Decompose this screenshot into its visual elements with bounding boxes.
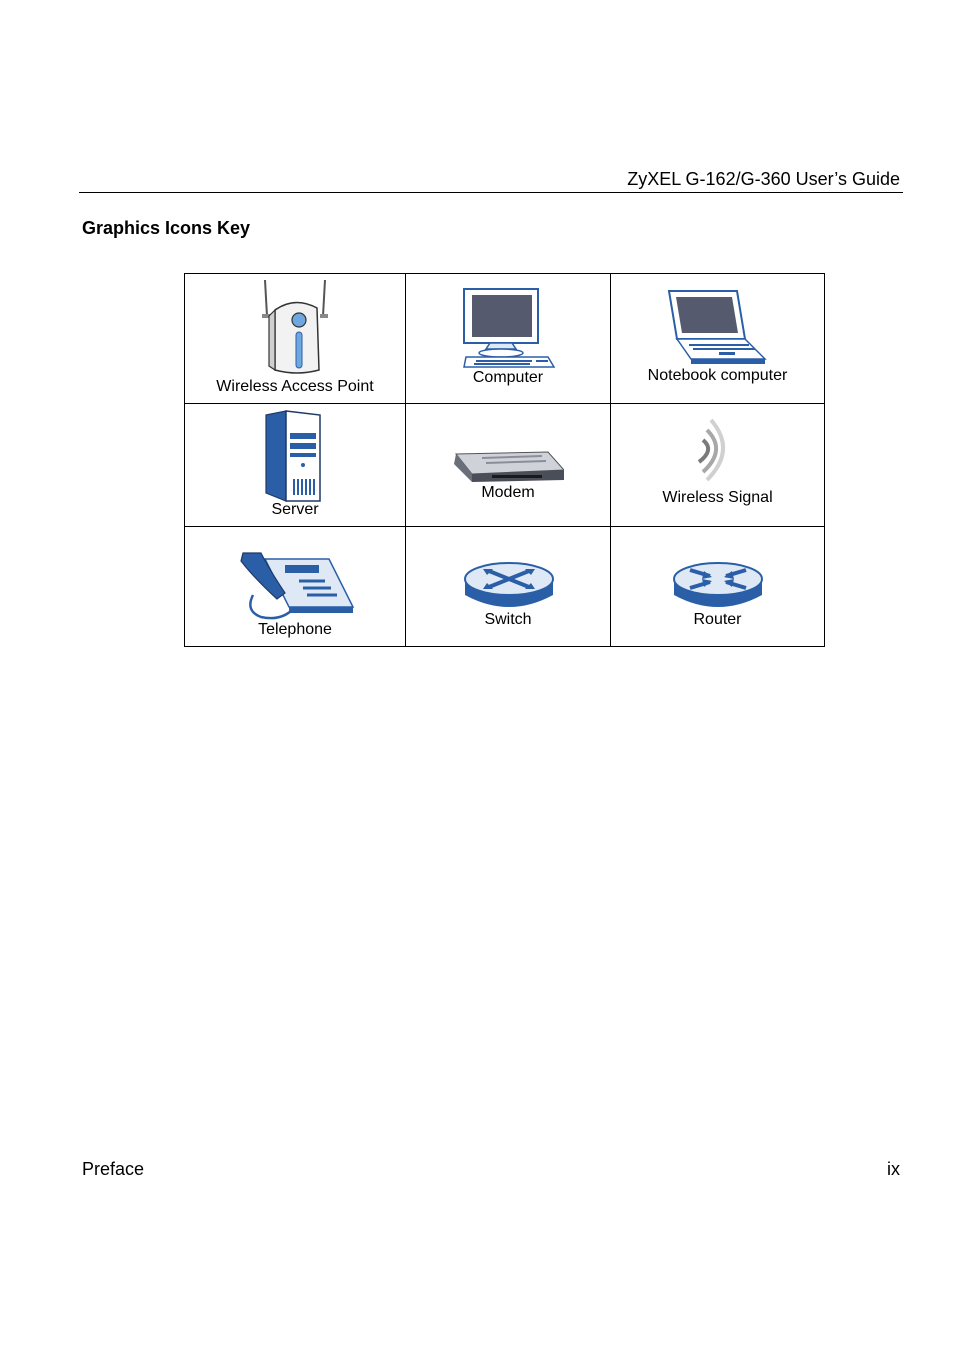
label-modem: Modem — [481, 484, 535, 501]
running-header: ZyXEL G-162/G-360 User’s Guide — [627, 169, 900, 189]
label-router: Router — [693, 611, 742, 628]
telephone-icon — [239, 551, 355, 623]
label-notebook-computer: Notebook computer — [647, 367, 788, 384]
notebook-computer-icon — [667, 289, 767, 369]
label-switch: Switch — [484, 611, 532, 628]
label-telephone: Telephone — [258, 621, 332, 638]
header-rule — [79, 192, 903, 193]
wireless-access-point-icon — [259, 278, 331, 374]
wireless-signal-icon — [693, 418, 743, 484]
cell-telephone — [185, 527, 406, 647]
label-wireless-access-point: Wireless Access Point — [216, 378, 374, 395]
computer-icon — [462, 287, 556, 369]
graphics-icons-table — [184, 273, 825, 647]
cell-modem — [406, 404, 611, 527]
label-computer: Computer — [472, 369, 544, 386]
cell-wireless-access-point — [185, 274, 406, 404]
modem-icon — [452, 450, 564, 484]
router-icon — [672, 561, 764, 613]
cell-switch — [406, 527, 611, 647]
server-icon — [264, 409, 324, 503]
cell-router — [611, 527, 825, 647]
cell-wireless-signal — [611, 404, 825, 527]
cell-notebook-computer — [611, 274, 825, 404]
footer-page-number: ix — [887, 1159, 900, 1179]
section-title: Graphics Icons Key — [82, 218, 251, 238]
switch-icon — [463, 561, 555, 613]
footer-section: Preface — [82, 1159, 145, 1179]
cell-server — [185, 404, 406, 527]
label-server: Server — [271, 501, 319, 518]
label-wireless-signal: Wireless Signal — [662, 489, 773, 506]
cell-computer — [406, 274, 611, 404]
